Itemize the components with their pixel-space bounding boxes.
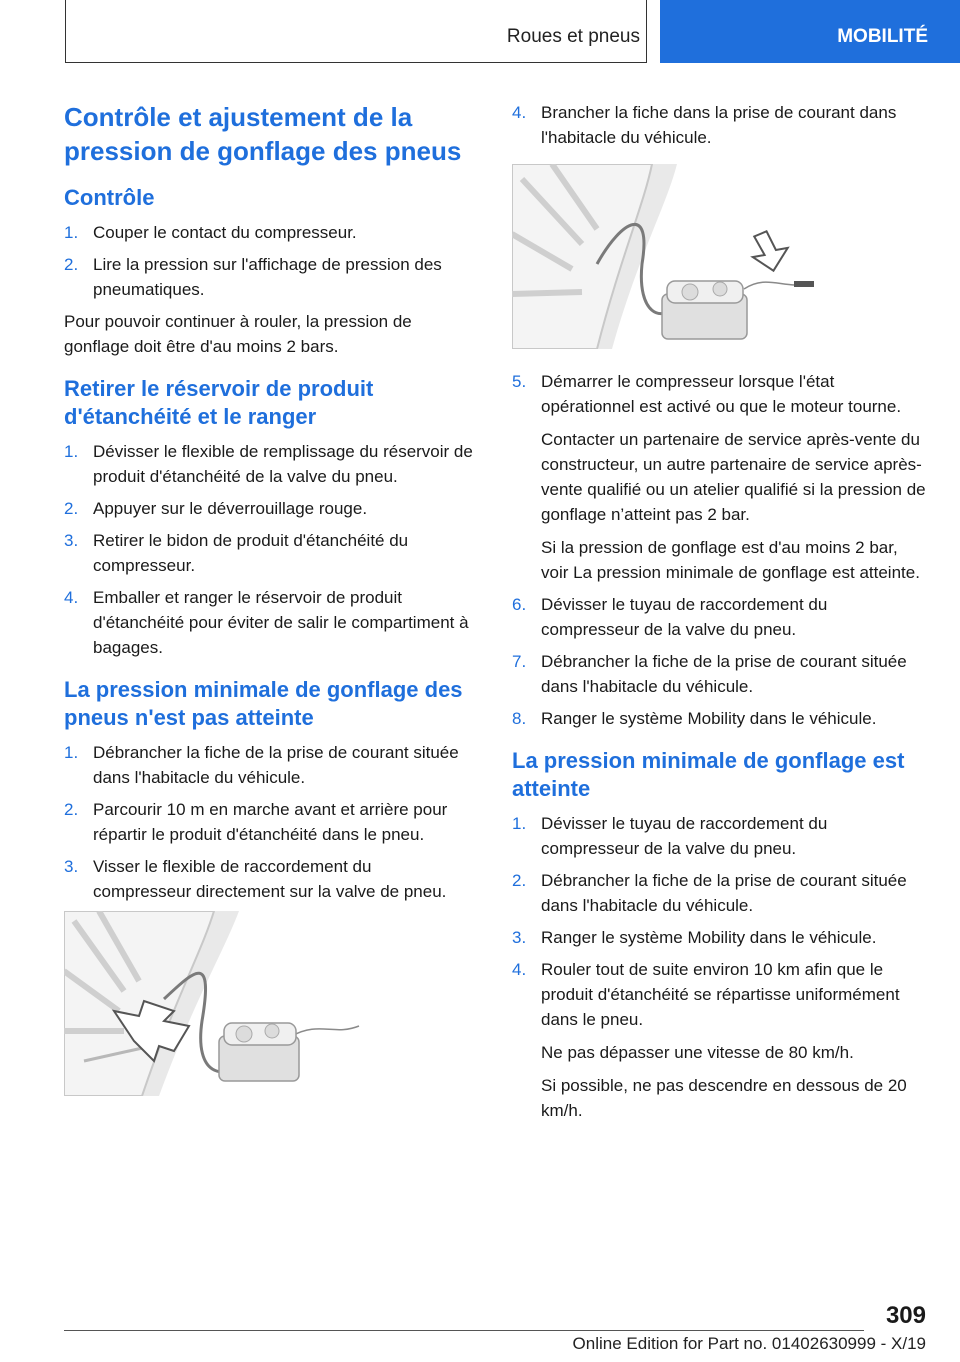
right-column bbox=[512, 100, 927, 1130]
step-text: Lire la pression sur l'affichage de pression des pneumatiques. bbox=[93, 255, 442, 299]
step-text: Emballer et ranger le réservoir de produit d'étanchéité pour éviter de salir le compartiment à bagages. bbox=[93, 588, 469, 657]
right-steps-b bbox=[512, 369, 927, 731]
step-number: 3. bbox=[64, 857, 79, 876]
left-column bbox=[64, 100, 474, 1108]
step-text: Couper le contact du compresseur. bbox=[93, 223, 357, 242]
step-text: Ranger le système Mobility dans le véhicule. bbox=[541, 928, 877, 947]
step-number: 5. bbox=[512, 372, 527, 391]
step-number: 6. bbox=[512, 595, 527, 614]
step-number: 3. bbox=[512, 928, 527, 947]
pas-atteinte-steps bbox=[64, 740, 474, 904]
step-number: 1. bbox=[64, 442, 79, 461]
footer-divider bbox=[64, 1330, 864, 1331]
step-text: Débrancher la fiche de la prise de courant située dans l'habitacle du véhicule. bbox=[541, 871, 907, 915]
step-text: Rouler tout de suite environ 10 km afin que le produit d'étanchéité se répartisse uniformément dans le pneu. bbox=[541, 960, 900, 1029]
step-text: Dévisser le tuyau de raccordement du compresseur de la valve du pneu. bbox=[541, 595, 828, 639]
list-item bbox=[512, 592, 927, 642]
step-note: Ne pas dépasser une vitesse de 80 km/h. bbox=[541, 1043, 854, 1062]
retirer-steps bbox=[64, 439, 474, 660]
list-item bbox=[512, 706, 927, 731]
step-number: 4. bbox=[512, 103, 527, 122]
list-item bbox=[64, 496, 474, 521]
step-text: Ranger le système Mobility dans le véhicule. bbox=[541, 709, 877, 728]
plug-socket-illustration bbox=[512, 164, 832, 349]
list-item bbox=[64, 439, 474, 489]
list-item bbox=[64, 220, 474, 245]
step-number: 4. bbox=[512, 960, 527, 979]
page-number: 309 bbox=[885, 1302, 926, 1329]
step-note: Si possible, ne pas descendre en dessous de 20 km/h. bbox=[541, 1076, 907, 1120]
list-item bbox=[512, 811, 927, 861]
step-text: Retirer le bidon de produit d'étanchéité du compresseur. bbox=[93, 531, 409, 575]
step-number: 2. bbox=[64, 499, 79, 518]
list-item bbox=[512, 868, 927, 918]
heading-atteinte: La pression minimale de gonflage est atteinte bbox=[512, 748, 905, 801]
controle-steps bbox=[64, 220, 474, 302]
list-item bbox=[64, 797, 474, 847]
heading-controle: Contrôle bbox=[64, 185, 155, 210]
step-text: Débrancher la fiche de la prise de courant située dans l'habitacle du véhicule. bbox=[541, 652, 907, 696]
step-number: 4. bbox=[64, 588, 79, 607]
step-text: Dévisser le flexible de remplissage du réservoir de produit d'étanchéité de la valve du pneu. bbox=[93, 442, 473, 486]
step-text: Visser le flexible de raccordement du compresseur directement sur la valve de pneu. bbox=[93, 857, 447, 901]
step-text: Démarrer le compresseur lorsque l'état opérationnel est activé ou que le moteur tourne. bbox=[541, 372, 902, 416]
list-item bbox=[64, 252, 474, 302]
list-item bbox=[512, 925, 927, 950]
step-number: 1. bbox=[512, 814, 527, 833]
header-chapter-tab[interactable]: MOBILITÉ bbox=[660, 0, 960, 63]
step-number: 2. bbox=[64, 255, 79, 274]
list-item bbox=[64, 740, 474, 790]
list-item bbox=[512, 649, 927, 699]
heading-pas-atteinte: La pression minimale de gonflage des pneus n'est pas atteinte bbox=[64, 677, 463, 730]
edition-footer: Online Edition for Part no. 01402630999 - X/19 bbox=[572, 1334, 926, 1353]
step-text: Débrancher la fiche de la prise de courant située dans l'habitacle du véhicule. bbox=[93, 743, 459, 787]
list-item bbox=[64, 585, 474, 660]
list-item bbox=[512, 957, 927, 1123]
step-number: 3. bbox=[64, 531, 79, 550]
step-text: Parcourir 10 m en marche avant et arrière pour répartir le produit d'étanchéité dans le pneu. bbox=[93, 800, 448, 844]
step-text: Appuyer sur le déverrouillage rouge. bbox=[93, 499, 368, 518]
page-title: Contrôle et ajustement de la pression de gonflage des pneus bbox=[64, 102, 462, 166]
right-steps-a bbox=[512, 100, 927, 150]
list-item bbox=[64, 528, 474, 578]
step-note: Contacter un partenaire de service après-vente du constructeur, un autre partenaire de service après-vente qualifié ou un atelier qualifié si la pression de gonflage n’atteint pas 2 bar. bbox=[541, 430, 926, 524]
step-note: Si la pression de gonflage est d'au moins 2 bar, voir La pression minimale de gonflage est atteinte. bbox=[541, 538, 920, 582]
controle-note: Pour pouvoir continuer à rouler, la pression de gonflage doit être d'au moins 2 bars. bbox=[64, 312, 412, 356]
list-item bbox=[512, 100, 927, 150]
step-number: 7. bbox=[512, 652, 527, 671]
step-number: 1. bbox=[64, 223, 79, 242]
heading-retirer: Retirer le réservoir de produit d'étanchéité et le ranger bbox=[64, 376, 374, 429]
step-text: Brancher la fiche dans la prise de courant dans l'habitacle du véhicule. bbox=[541, 103, 897, 147]
step-number: 2. bbox=[64, 800, 79, 819]
step-number: 1. bbox=[64, 743, 79, 762]
compressor-valve-illustration bbox=[64, 911, 369, 1096]
list-item bbox=[64, 854, 474, 904]
list-item bbox=[512, 369, 927, 585]
step-number: 2. bbox=[512, 871, 527, 890]
step-number: 8. bbox=[512, 709, 527, 728]
step-text: Dévisser le tuyau de raccordement du compresseur de la valve du pneu. bbox=[541, 814, 828, 858]
atteinte-steps bbox=[512, 811, 927, 1123]
header-section-title: Roues et pneus bbox=[506, 26, 640, 47]
